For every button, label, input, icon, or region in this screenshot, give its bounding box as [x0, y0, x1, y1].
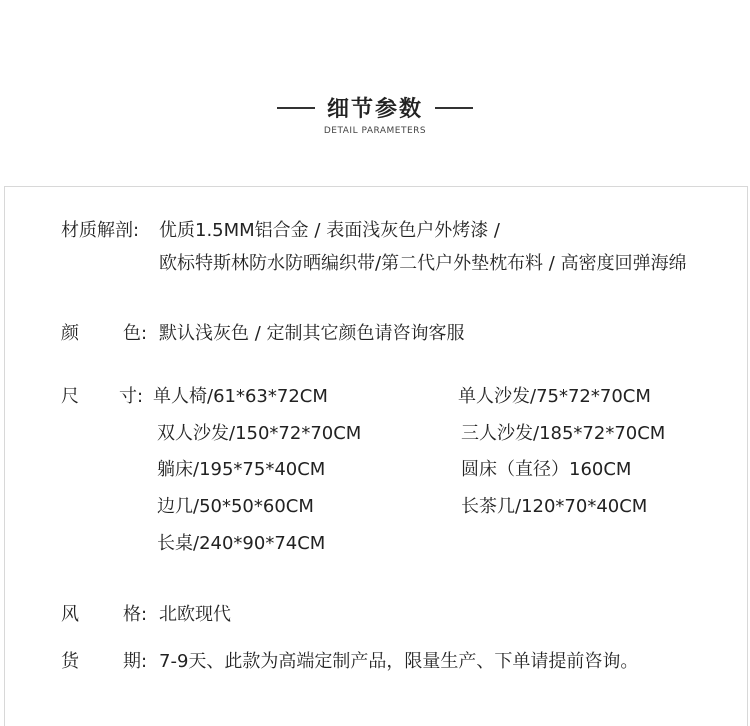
section-subtitle: DETAIL PARAMETERS — [323, 126, 427, 136]
style-label-second: 格: — [123, 604, 148, 625]
size-label-first: 尺 — [61, 386, 79, 407]
size-item: 长茶几/120*70*40CM — [461, 496, 648, 517]
title-right-rule — [435, 107, 473, 109]
material-value-line1: 优质1.5MM铝合金 / 表面浅灰色户外烤漆 / — [159, 220, 500, 241]
delivery-label-second: 期: — [123, 651, 148, 672]
section-header — [0, 0, 750, 186]
size-item: 长桌/240*90*74CM — [157, 533, 326, 554]
color-label-second: 色: — [123, 323, 148, 344]
size-item: 躺床/195*75*40CM — [157, 459, 326, 480]
color-label-first: 颜 — [61, 323, 79, 344]
style-value: 北欧现代 — [159, 604, 231, 625]
title-left-rule — [277, 107, 315, 109]
size-item: 三人沙发/185*72*70CM — [461, 423, 666, 444]
size-item: 圆床（直径）160CM — [461, 459, 632, 480]
size-item: 单人沙发/75*72*70CM — [458, 386, 651, 407]
material-label: 材质解剖: — [61, 220, 140, 241]
size-item: 双人沙发/150*72*70CM — [157, 423, 362, 444]
delivery-value: 7-9天、此款为高端定制产品，限量生产、下单请提前咨询。 — [159, 651, 639, 672]
size-item: 边几/50*50*60CM — [157, 496, 314, 517]
color-value: 默认浅灰色 / 定制其它颜色请咨询客服 — [159, 323, 465, 344]
size-item: 单人椅/61*63*72CM — [153, 386, 328, 407]
delivery-label-first: 货 — [61, 651, 79, 672]
style-label-first: 风 — [61, 604, 79, 625]
section-title: 细节参数 — [326, 97, 423, 122]
title-row — [0, 92, 750, 123]
parameters-panel — [4, 186, 748, 726]
material-value-line2: 欧标特斯林防水防晒编织带/第二代户外垫枕布料 / 高密度回弹海绵 — [159, 253, 687, 274]
size-label-second: 寸: — [119, 386, 144, 407]
